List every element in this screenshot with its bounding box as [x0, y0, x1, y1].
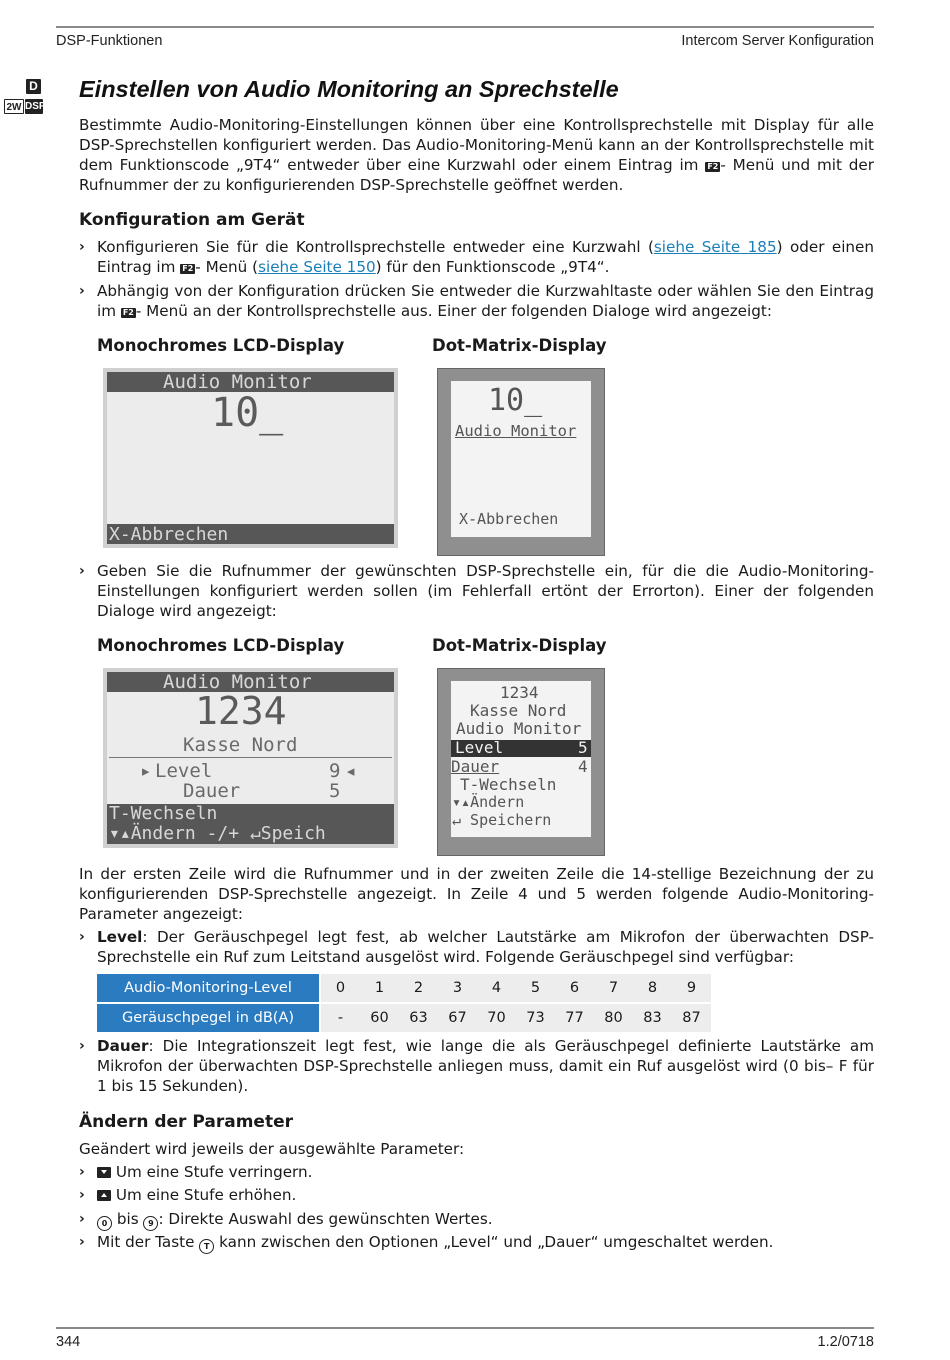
label-dot-matrix: Dot-Matrix-Display: [432, 636, 607, 655]
label-mono-lcd: Monochromes LCD-Display: [97, 336, 345, 355]
lcd-station-name: Kasse Nord: [183, 734, 298, 756]
bullet-toggle: Mit der Taste T kann zwischen den Optionen „Level“ und „Dauer“ umgeschaltet werden.: [97, 1232, 874, 1254]
lcd-selector-right-icon: ◂: [345, 760, 357, 782]
document-version: 1.2/0718: [817, 1334, 874, 1350]
header-section: DSP-Funktionen: [56, 33, 163, 49]
table-cell: 6: [555, 974, 594, 1003]
dot-title: Audio Monitor: [456, 719, 582, 738]
table-cell: 73: [516, 1003, 555, 1032]
table-row: [97, 1003, 711, 1032]
bullet-arrow-icon: ›: [79, 1164, 85, 1180]
section-heading-change: Ändern der Parameter: [79, 1112, 293, 1132]
dot-arrows-icon: ▾▴: [452, 793, 471, 811]
paragraph-rows-explanation: In der ersten Zeile wird die Rufnummer und in der zweiten Zeile die 14-stellige Bezeichnung der zu konfigurierenden DSP-Sprechstelle angezeigt. In Zeile 4 und 5 werden folgende Audio-Monitoring-Parameter angezeigt:: [79, 865, 874, 923]
lcd-number: 1234: [195, 689, 287, 733]
lcd-footer-bar: X-Abbrechen: [107, 524, 394, 544]
dot-param-dauer-value: 4: [578, 757, 588, 776]
table-cell: 60: [360, 1003, 399, 1032]
bullet-dauer: Dauer: Die Integrationszeit legt fest, wie lange die als Geräuschpegel definierte Lautstärke am Mikrofon der überwachten DSP-Sprechstelle anliegen muss, damit ein Ruf ausgelöst wird (0 bis– F für 1 bis 15 Sekunden).: [97, 1037, 874, 1095]
dot-title: Audio Monitor: [455, 422, 577, 440]
lcd-footer-line1: T-Wechseln: [109, 803, 218, 824]
table-cell: 87: [672, 1003, 711, 1032]
lcd-footer-bar: [107, 804, 394, 844]
lcd-display-audio-monitor: [103, 368, 398, 548]
key-0-icon: 0: [97, 1216, 112, 1231]
table-cell: 1: [360, 974, 399, 1003]
lcd-number: 10_: [211, 390, 284, 436]
table-cell: -: [321, 1003, 360, 1032]
table-row: [97, 974, 711, 1003]
side-tab-dsp: DSP: [25, 101, 46, 112]
link-page-185[interactable]: siehe Seite 185: [653, 238, 777, 256]
lcd-param-level-value: 9: [329, 760, 341, 782]
table-cell: 7: [594, 974, 633, 1003]
dot-param-level-label: Level: [455, 738, 504, 757]
link-page-150[interactable]: siehe Seite 150: [258, 258, 376, 276]
table-cell: 5: [516, 974, 555, 1003]
bullet-level: Level: Der Geräuschpegel legt fest, ab welcher Lautstärke am Mikrofon der überwachten DSP-Sprechstelle ein Ruf zum Leitstand ausgelöst wird. Folgende Geräuschpegel sind verfügbar:: [97, 928, 874, 966]
bullet-enter-number: Geben Sie die Rufnummer der gewünschten DSP-Sprechstelle ein, für die die Audio-Monitoring-Einstellungen konfiguriert werden sollen (im Fehlerfall ertönt der Errorton). Einer der folgenden Dialoge wird angezeigt:: [97, 562, 874, 620]
dot-footer: X-Abbrechen: [459, 510, 559, 528]
bullet-arrow-icon: ›: [79, 1187, 85, 1203]
bullet-increase: Um eine Stufe erhöhen.: [97, 1185, 874, 1205]
dot-line-toggle: T-Wechseln: [460, 775, 557, 794]
dot-number: 10_: [488, 383, 543, 418]
bullet-arrow-icon: ›: [79, 929, 85, 945]
page-number: 344: [56, 1334, 81, 1350]
footer-rule: [56, 1327, 874, 1329]
lcd-param-dauer-label: Dauer: [183, 780, 241, 802]
dot-line-save: ↵ Speichern: [452, 811, 552, 829]
arrow-down-key-icon: [97, 1167, 111, 1178]
header-rule-top: [56, 26, 874, 28]
lcd-divider: [109, 757, 392, 758]
table-header-db: Geräuschpegel in dB(A): [97, 1003, 319, 1032]
lcd-selector-left-icon: ▸: [140, 760, 152, 782]
bullet-arrow-icon: ›: [79, 1038, 85, 1054]
lcd-title-bar: Audio Monitor: [107, 672, 394, 692]
arrow-up-key-icon: [97, 1190, 111, 1201]
side-tab-d: D: [26, 79, 41, 94]
bullet-configure: Konfigurieren Sie für die Kontrollsprechstelle entweder eine Kurzwahl (siehe Seite 185) oder einen Eintrag im F2 - Menü (siehe Seite 150) für den Funktionscode „9T4“.: [97, 238, 875, 276]
table-header-level: Audio-Monitoring-Level: [97, 974, 319, 1003]
table-cell: 63: [399, 1003, 438, 1032]
lcd-footer-line2: ▾▴Ändern -/+ ↵Speich: [109, 823, 326, 844]
dot-matrix-display-audio-monitor: [437, 368, 605, 556]
table-cell: 77: [555, 1003, 594, 1032]
dot-param-level-value: 5: [578, 738, 588, 757]
lcd-param-dauer-value: 5: [329, 780, 341, 802]
dot-line-change: ▾▴Ändern: [452, 793, 525, 811]
lcd-arrows-icon: ▾▴: [109, 823, 131, 844]
table-cell: 80: [594, 1003, 633, 1032]
bullet-decrease: Um eine Stufe verringern.: [97, 1162, 874, 1182]
lcd-display-parameters: [103, 668, 398, 848]
f2-key-icon: F2: [707, 162, 719, 171]
table-cell: 83: [633, 1003, 672, 1032]
bullet-press-key: Abhängig von der Konfiguration drücken Sie entweder die Kurzwahltaste oder wählen Sie den Eintrag im F2 - Menü an der Kontrollsprechstelle aus. Einer der folgenden Dialoge wird angezeigt:: [97, 282, 874, 320]
f2-key-icon: F2: [182, 264, 194, 273]
bullet-arrow-icon: ›: [79, 1211, 85, 1227]
dot-number: 1234: [500, 683, 539, 702]
bullet-arrow-icon: ›: [79, 283, 85, 299]
key-t-icon: T: [199, 1239, 214, 1254]
bullet-arrow-icon: ›: [79, 1234, 85, 1250]
table-cell: 0: [321, 974, 360, 1003]
table-cell: 70: [477, 1003, 516, 1032]
level-table: [97, 974, 711, 1032]
section-heading-config: Konfiguration am Gerät: [79, 210, 305, 230]
table-cell: 9: [672, 974, 711, 1003]
key-9-icon: 9: [143, 1216, 158, 1231]
table-cell: 67: [438, 1003, 477, 1032]
header-document: Intercom Server Konfiguration: [681, 33, 874, 49]
dot-param-dauer-label: Dauer: [451, 757, 500, 776]
table-cell: 3: [438, 974, 477, 1003]
label-mono-lcd: Monochromes LCD-Display: [97, 636, 345, 655]
label-dot-matrix: Dot-Matrix-Display: [432, 336, 607, 355]
bullet-arrow-icon: ›: [79, 239, 85, 255]
f2-key-icon: F2: [122, 308, 134, 317]
table-cell: 2: [399, 974, 438, 1003]
lcd-param-level-label: Level: [155, 760, 213, 782]
intro-paragraph: Bestimmte Audio-Monitoring-Einstellungen können über eine Kontrollsprechstelle mit Display für alle DSP-Sprechstellen konfiguriert werden. Das Audio-Monitoring-Menü kann an der Kontrollsprechstelle mit dem Funktionscode „9T4“ entweder über eine Kurzwahl oder einem Eintrag im F2 - Menü und mit der Rufnummer der zu konfigurierenden DSP-Sprechstelle geöffnet werden.: [79, 116, 874, 194]
page-title: Einstellen von Audio Monitoring an Sprechstelle: [79, 76, 619, 102]
table-cell: 8: [633, 974, 672, 1003]
side-tab-2w: 2W: [4, 99, 24, 114]
bullet-direct-select: 0 bis 9 : Direkte Auswahl des gewünschten Wertes.: [97, 1209, 874, 1231]
dot-station-name: Kasse Nord: [470, 701, 567, 720]
change-intro: Geändert wird jeweils der ausgewählte Parameter:: [79, 1140, 465, 1158]
lcd-title-bar: Audio Monitor: [107, 372, 394, 392]
dot-matrix-display-parameters: [437, 668, 605, 856]
table-cell: 4: [477, 974, 516, 1003]
bullet-arrow-icon: ›: [79, 563, 85, 579]
